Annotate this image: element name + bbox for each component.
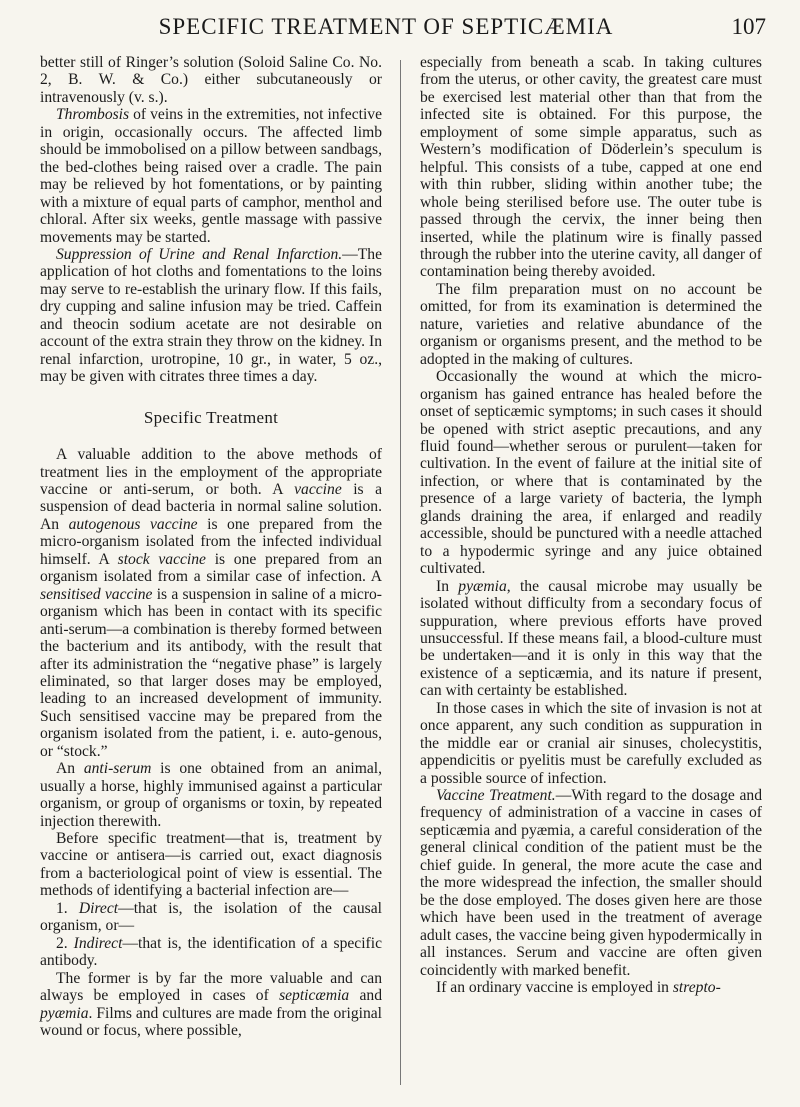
paragraph-suppression-of-urine: Suppression of Urine and Renal Infarction.—The application of hot cloths and fomentations to the loins may serve to re-establish the urinary flow. If this fails, dry cupping and saline infusion may be tried. Caffein and theocin sodium acetate are not desirable on account of the extra strain they throw on the kidney. In renal infarction, urotropine, 10 gr., in water, 5 oz., may be given with citrates three times a day.: [40, 245, 382, 386]
paragraph: If an ordinary vaccine is employed in strepto-: [436, 979, 721, 997]
paragraph: In those cases in which the site of invasion is not at once apparent, any such condition as suppuration in the middle ear or cranial air sinuses, cholecystitis, appendicitis or pyelitis must be carefully excluded as a possible source of infection.: [420, 699, 762, 787]
section-heading: Specific Treatment: [143, 407, 279, 427]
paragraph-thrombosis: Thrombosis of veins in the extremities, not infective in origin, occasionally occurs. The affected limb should be immobolised on a pillow between sandbags, the bed-clothes being raised over a cradle. The pain may be relieved by hot fomentations, or by painting with a mixture of equal parts of camphor, menthol and chloral. After six weeks, gentle massage with passive movements may be started.: [40, 106, 382, 246]
paragraph-vaccine-definitions: A valuable addition to the above methods of treatment lies in the employment of the appropriate vaccine or anti-serum, or both. A vaccine is a suspension of dead bacteria in normal saline solution. An autogenous vaccine is one prepared from the micro-organism isolated from the infected individual himself. A stock vaccine is one prepared from an organism isolated from a similar case of infection. A sensitised vaccine is a suspension in saline of a micro-organism which has been in contact with its specific anti-serum—a combination is thereby formed between the bacterium and its antibody, with the result that after its administration the “negative phase” is largely eliminated, so that larger doses may be employed, leading to an increased development of immunity. Such sensitised vaccine may be prepared from the organism isolated from the patient, i. e. auto-genous, or “stock.”: [40, 446, 382, 760]
paragraph: Before specific treatment—that is, treatment by vaccine or antisera—is carried out, exact diagnosis from a bacteriological point of view is essential. The methods of identifying a bacterial infection are—: [40, 830, 382, 900]
running-title: SPECIFIC TREATMENT OF SEPTICÆMIA: [158, 14, 614, 39]
right-column: [420, 54, 762, 996]
left-column: [40, 54, 382, 1039]
page-number: 107: [731, 14, 766, 39]
paragraph: especially from beneath a scab. In taking cultures from the uterus, or other cavity, the greatest care must be exercised lest material other than that from the infected site is obtained. For this purpose, the employment of some simple apparatus, such as Western’s modification of Döderlein’s speculum is helpful. This consists of a tube, capped at one end with thin rubber, sliding within another tube; the whole being sterilised before use. The outer tube is passed through the cervix, the inner being then inserted, while the platinum wire is finally passed through the rubber into the uterine cavity, all danger of contamination being thereby avoided.: [420, 54, 762, 281]
paragraph-anti-serum: An anti-serum is one obtained from an animal, usually a horse, highly immunised against a particular organism, or group of organisms or toxin, by repeated injection therewith.: [40, 760, 382, 830]
list-item-direct: 1. Direct—that is, the isolation of the causal organism, or—: [40, 899, 382, 935]
paragraph-pyaemia: In pyæmia, the causal microbe may usually be isolated without difficulty from a secondary focus of suppuration, where previous efforts have proved unsuccessful. If these means fail, a blood-culture must be undertaken—and it is only in this way that the existence of a septicæmia, and its nature if present, can with certainty be established.: [420, 577, 762, 700]
paragraph: The former is by far the more valuable and can always be employed in cases of septicæmia and pyæmia. Films and cultures are made from the original wound or focus, where possible,: [40, 969, 383, 1040]
paragraph: better still of Ringer’s solution (Soloid Saline Co. No. 2, B. W. & Co.) either subcutaneously or intravenously (v. s.).: [40, 54, 382, 106]
paragraph: The film preparation must on no account be omitted, for from its examination is determined the nature, varieties and relative abundance of the organism or organisms present, and the method to be adopted in the making of cultures.: [420, 280, 762, 368]
paragraph-vaccine-treatment: Vaccine Treatment.—With regard to the dosage and frequency of administration of a vaccine in cases of septicæmia and pyæmia, a careful consideration of the general clinical condition of the patient must be the chief guide. In general, the more acute the case and the more widespread the infection, the smaller should be the dose employed. The doses given here are those which have been used in the treatment of average adult cases, the vaccine being given hypodermically in all instances. Serum and vaccine are often given coincidently with marked benefit.: [420, 787, 762, 979]
paragraph: Occasionally the wound at which the micro-organism has gained entrance has healed before the onset of septicæmic symptoms; in such cases it should be opened with strict aseptic precautions, and any fluid found—whether serous or purulent—taken for cultivation. In the event of failure at the initial site of infection, or where that is contaminated by the presence of a large variety of bacteria, the lymph glands draining the area, if enlarged and readily accessible, should be punctured with a needle attached to a hypodermic syringe and any juice obtained cultivated.: [420, 368, 762, 578]
list-item-indirect: 2. Indirect—that is, the identification of a specific antibody.: [40, 934, 383, 970]
column-divider: [400, 60, 401, 1085]
running-header: [46, 10, 766, 44]
